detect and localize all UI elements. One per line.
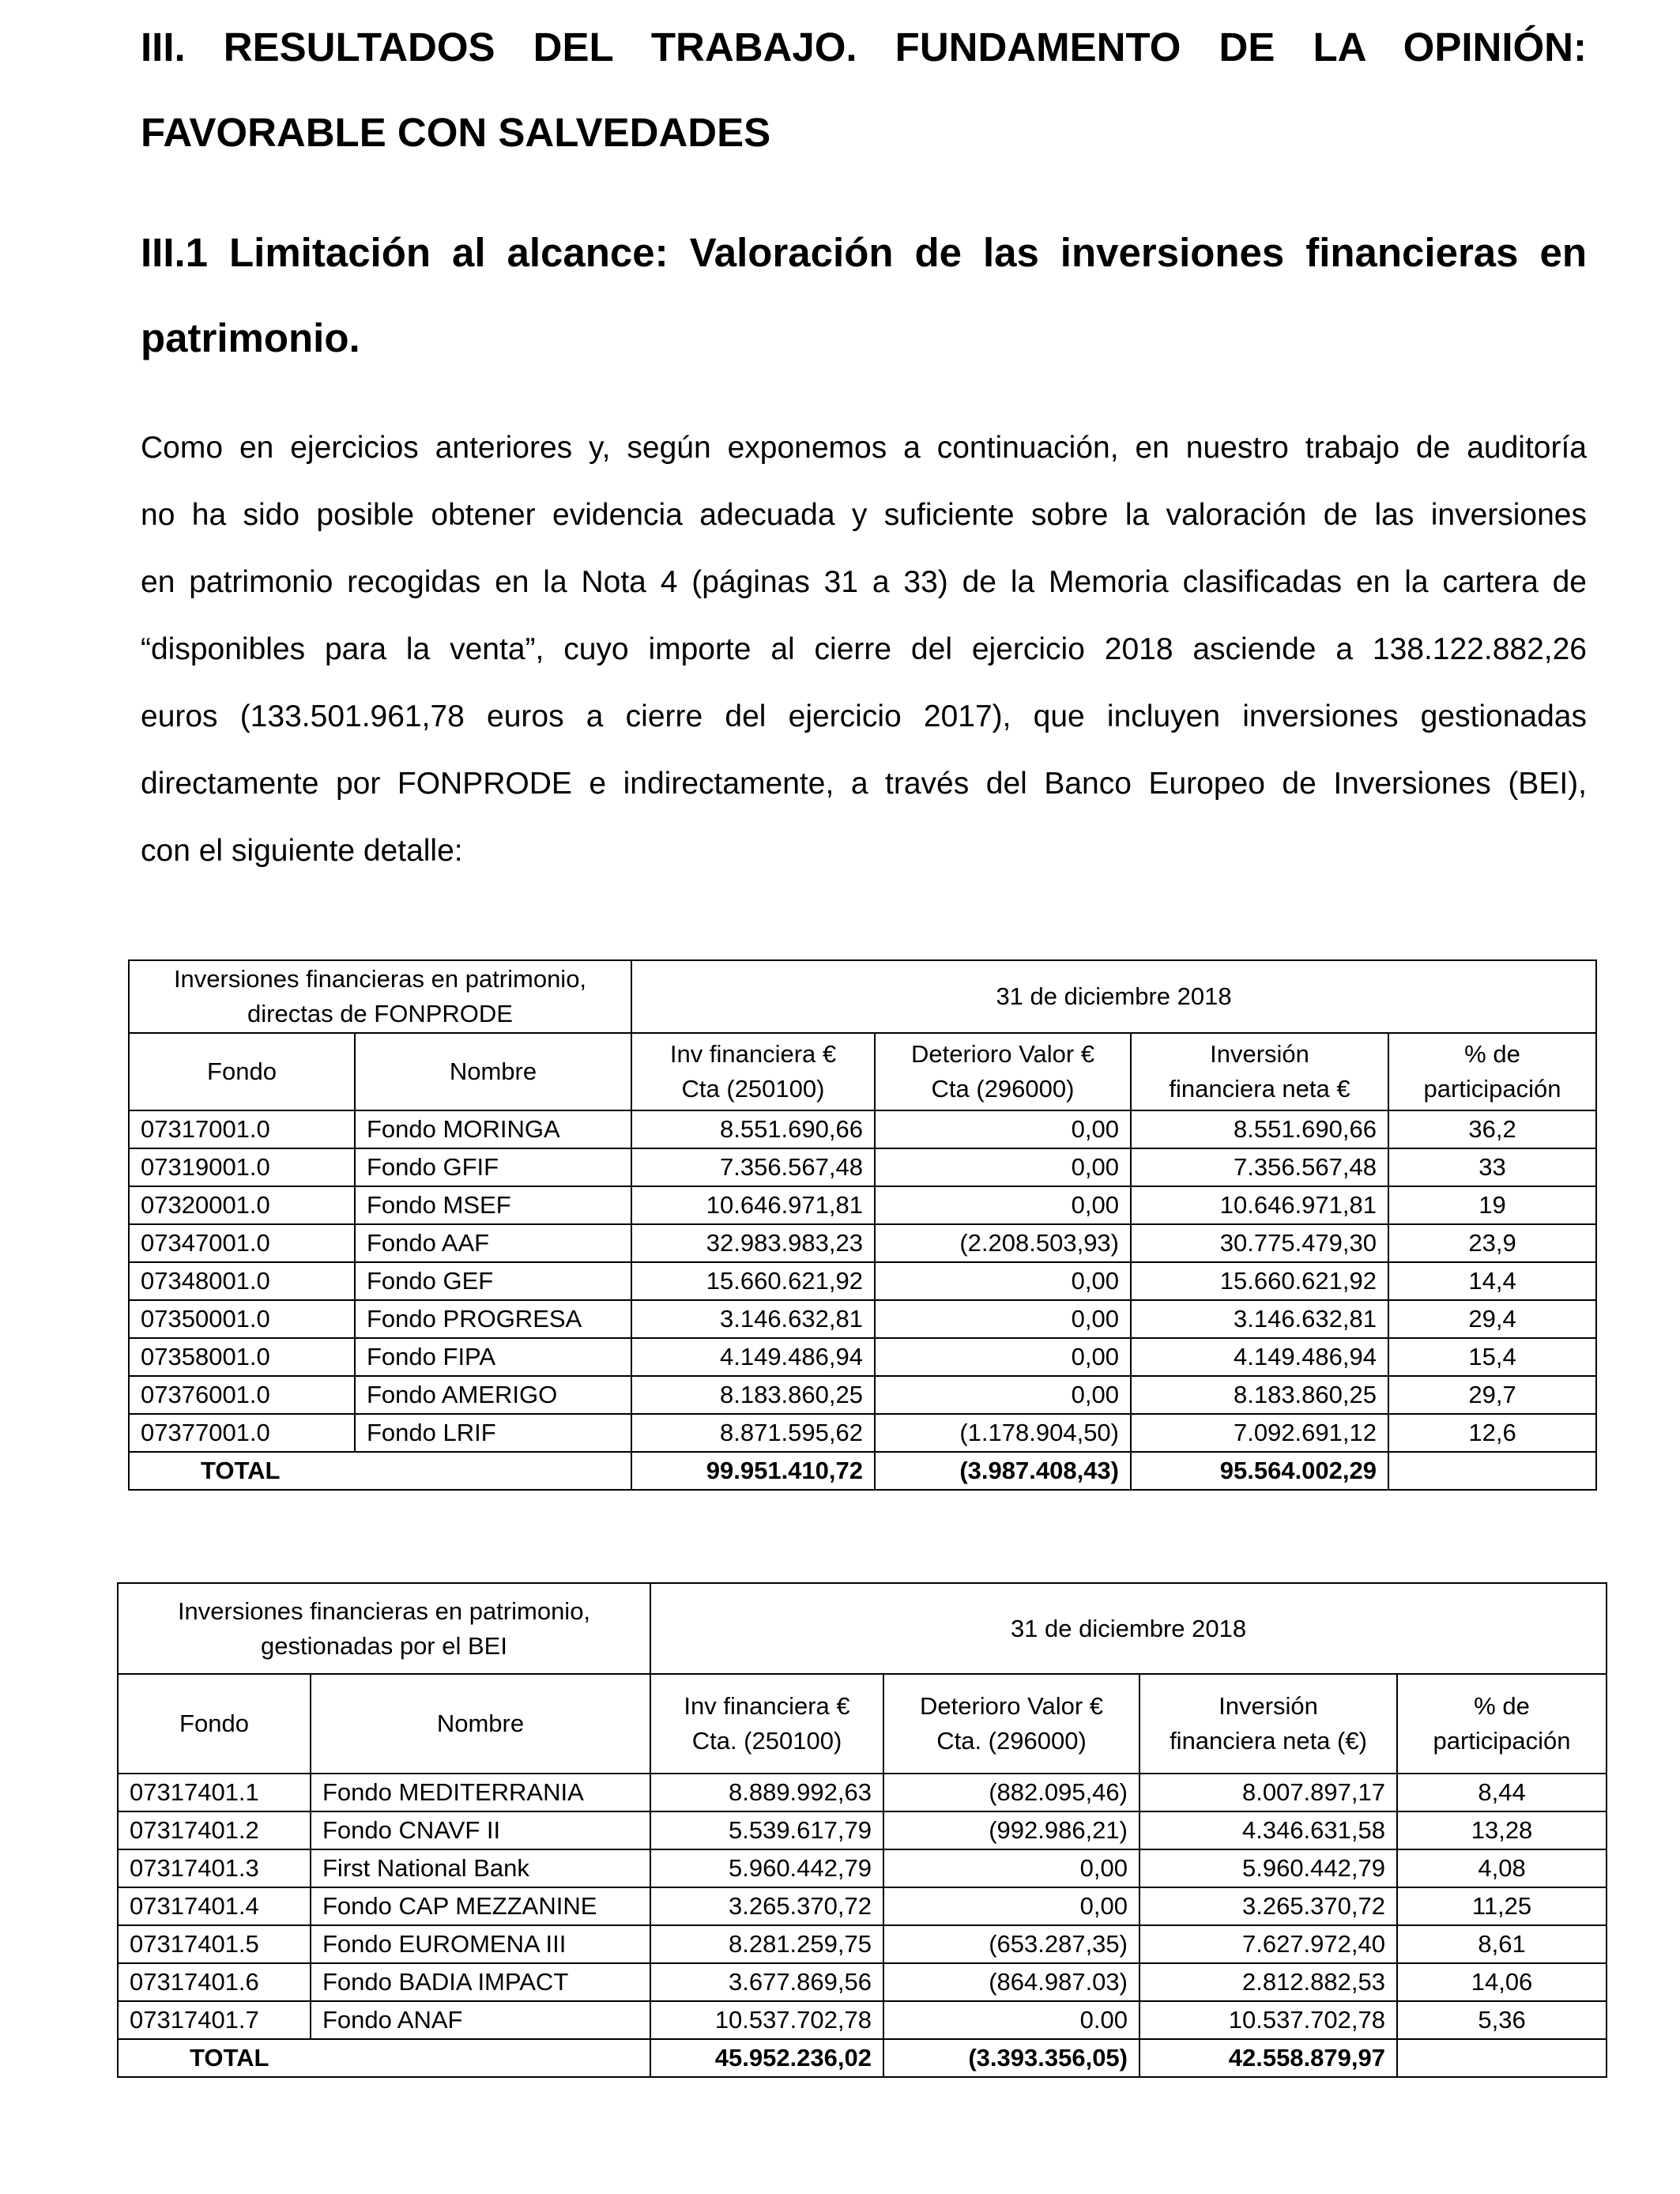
table-title-cell [118, 1583, 650, 1674]
section-heading: III. RESULTADOS DEL TRABAJO. FUNDAMENTO DE LA OPINIÓN: [141, 25, 1587, 70]
cell-deterioro: (882.095,46) [883, 1774, 1139, 1811]
cell-inv: 5.960.442,79 [650, 1849, 883, 1887]
paragraph-line: directamente por FONPRODE e indirectamente, a través del Banco Europeo de Inversiones (BEI), [141, 767, 1587, 801]
paragraph-line: en patrimonio recogidas en la Nota 4 (páginas 31 a 33) de la Memoria clasificadas en la cartera de [141, 565, 1587, 599]
header-line: participación [1433, 1727, 1571, 1755]
total-deterioro: (3.987.408,43) [875, 1452, 1131, 1490]
cell-deterioro: 0,00 [883, 1849, 1139, 1887]
cell-nombre: Fondo ANAF [311, 2001, 650, 2039]
cell-pct: 14,06 [1397, 1963, 1607, 2001]
header-line: Cta. (250100) [691, 1727, 842, 1755]
table-row [129, 1338, 1596, 1376]
cell-nombre: Fondo GEF [355, 1262, 631, 1300]
header-line: Deterioro Valor € [919, 1692, 1104, 1720]
cell-neta: 5.960.442,79 [1139, 1849, 1397, 1887]
table-row [129, 1224, 1596, 1262]
table-title-line: gestionadas por el BEI [261, 1631, 507, 1660]
cell-deterioro: 0,00 [875, 1148, 1131, 1186]
total-pct-empty [1388, 1452, 1596, 1490]
total-neta: 95.564.002,29 [1131, 1452, 1388, 1490]
column-header-fondo: Fondo [118, 1674, 311, 1774]
cell-neta: 2.812.882,53 [1139, 1963, 1397, 2001]
table-row [129, 1376, 1596, 1414]
header-line: financiera neta (€) [1170, 1727, 1367, 1755]
cell-inv: 8.281.259,75 [650, 1925, 883, 1963]
cell-fondo: 07348001.0 [129, 1262, 355, 1300]
paragraph-line: euros (133.501.961,78 euros a cierre del ejercicio 2017), que incluyen inversiones gestionadas [141, 699, 1587, 733]
cell-nombre: Fondo BADIA IMPACT [311, 1963, 650, 2001]
cell-nombre: Fondo PROGRESA [355, 1300, 631, 1338]
table-title-line: Inversiones financieras en patrimonio, [173, 965, 587, 993]
header-line: Inv financiera € [684, 1692, 850, 1720]
cell-deterioro: (864.987.03) [883, 1963, 1139, 2001]
total-inv: 45.952.236,02 [650, 2039, 883, 2077]
cell-neta: 7.627.972,40 [1139, 1925, 1397, 1963]
cell-fondo: 07376001.0 [129, 1376, 355, 1414]
cell-fondo: 07317001.0 [129, 1110, 355, 1148]
cell-neta: 8.183.860,25 [1131, 1376, 1388, 1414]
table-row [129, 1414, 1596, 1452]
table-column-header-row [129, 1033, 1596, 1110]
paragraph-line: no ha sido posible obtener evidencia adecuada y suficiente sobre la valoración de las inversiones [141, 498, 1587, 532]
table-bei-investments [117, 1582, 1607, 2078]
header-line: Cta (250100) [681, 1075, 825, 1103]
paragraph-line: “disponibles para la venta”, cuyo importe al cierre del ejercicio 2018 asciende a 138.122.882,26 [141, 632, 1587, 666]
cell-inv: 10.537.702,78 [650, 2001, 883, 2039]
table-row [118, 2001, 1607, 2039]
cell-nombre: Fondo LRIF [355, 1414, 631, 1452]
cell-inv: 8.871.595,62 [631, 1414, 875, 1452]
cell-nombre: Fondo MEDITERRANIA [311, 1774, 650, 1811]
table-row [118, 1849, 1607, 1887]
table-date-header: 31 de diciembre 2018 [650, 1583, 1607, 1674]
cell-pct: 15,4 [1388, 1338, 1596, 1376]
cell-nombre: Fondo AAF [355, 1224, 631, 1262]
cell-pct: 29,4 [1388, 1300, 1596, 1338]
cell-fondo: 07317401.6 [118, 1963, 311, 2001]
cell-nombre: Fondo MSEF [355, 1186, 631, 1224]
cell-pct: 14,4 [1388, 1262, 1596, 1300]
total-label: TOTAL [129, 1452, 631, 1490]
cell-fondo: 07377001.0 [129, 1414, 355, 1452]
cell-neta: 10.646.971,81 [1131, 1186, 1388, 1224]
cell-deterioro: 0,00 [875, 1338, 1131, 1376]
header-line: Cta. (296000) [936, 1727, 1087, 1755]
cell-deterioro: 0,00 [883, 1887, 1139, 1925]
cell-inv: 8.889.992,63 [650, 1774, 883, 1811]
cell-inv: 8.183.860,25 [631, 1376, 875, 1414]
header-line: Inversión [1210, 1040, 1309, 1068]
cell-inv: 32.983.983,23 [631, 1224, 875, 1262]
column-header-nombre: Nombre [355, 1033, 631, 1110]
cell-fondo: 07319001.0 [129, 1148, 355, 1186]
table-title-line: Inversiones financieras en patrimonio, [177, 1596, 591, 1625]
cell-deterioro: 0.00 [883, 2001, 1139, 2039]
table-title-row [129, 960, 1596, 1033]
cell-deterioro: 0,00 [875, 1376, 1131, 1414]
cell-neta: 7.356.567,48 [1131, 1148, 1388, 1186]
cell-pct: 8,61 [1397, 1925, 1607, 1963]
cell-deterioro: 0,00 [875, 1262, 1131, 1300]
cell-neta: 3.146.632,81 [1131, 1300, 1388, 1338]
paragraph-line: con el siguiente detalle: [141, 834, 463, 868]
column-header-neta [1131, 1033, 1388, 1110]
cell-pct: 19 [1388, 1186, 1596, 1224]
cell-fondo: 07317401.4 [118, 1887, 311, 1925]
body-paragraph [141, 414, 1587, 884]
cell-nombre: First National Bank [311, 1849, 650, 1887]
cell-neta: 8.007.897,17 [1139, 1774, 1397, 1811]
cell-deterioro: (653.287,35) [883, 1925, 1139, 1963]
table-title-row [118, 1583, 1607, 1674]
subsection-heading-line2: patrimonio. [141, 315, 360, 360]
column-header-neta [1139, 1674, 1397, 1774]
header-line: Inv financiera € [669, 1040, 837, 1068]
cell-fondo: 07350001.0 [129, 1300, 355, 1338]
cell-nombre: Fondo EUROMENA III [311, 1925, 650, 1963]
table-direct-investments [128, 959, 1597, 1491]
paragraph-line: Como en ejercicios anteriores y, según exponemos a continuación, en nuestro trabajo de auditoría [141, 431, 1587, 465]
cell-nombre: Fondo AMERIGO [355, 1376, 631, 1414]
table-title-cell [129, 960, 631, 1033]
cell-nombre: Fondo CNAVF II [311, 1811, 650, 1849]
cell-fondo: 07317401.1 [118, 1774, 311, 1811]
total-deterioro: (3.393.356,05) [883, 2039, 1139, 2077]
table-row [129, 1186, 1596, 1224]
cell-inv: 3.677.869,56 [650, 1963, 883, 2001]
table-row [118, 1925, 1607, 1963]
table-row [129, 1110, 1596, 1148]
table-total-row [118, 2039, 1607, 2077]
column-header-inv [631, 1033, 875, 1110]
cell-inv: 4.149.486,94 [631, 1338, 875, 1376]
table-row [118, 1774, 1607, 1811]
cell-neta: 4.149.486,94 [1131, 1338, 1388, 1376]
cell-fondo: 07317401.7 [118, 2001, 311, 2039]
table-row [118, 1963, 1607, 2001]
header-line: Inversión [1219, 1692, 1318, 1720]
cell-pct: 33 [1388, 1148, 1596, 1186]
subsection-heading: III.1 Limitación al alcance: Valoración de las inversiones financieras en [141, 230, 1587, 275]
column-header-pct [1388, 1033, 1596, 1110]
column-header-fondo: Fondo [129, 1033, 355, 1110]
cell-pct: 23,9 [1388, 1224, 1596, 1262]
cell-nombre: Fondo GFIF [355, 1148, 631, 1186]
cell-neta: 10.537.702,78 [1139, 2001, 1397, 2039]
column-header-nombre: Nombre [311, 1674, 650, 1774]
table-row [129, 1148, 1596, 1186]
cell-pct: 13,28 [1397, 1811, 1607, 1849]
cell-neta: 4.346.631,58 [1139, 1811, 1397, 1849]
cell-deterioro: 0,00 [875, 1300, 1131, 1338]
cell-pct: 29,7 [1388, 1376, 1596, 1414]
table-total-row [129, 1452, 1596, 1490]
total-neta: 42.558.879,97 [1139, 2039, 1397, 2077]
cell-inv: 10.646.971,81 [631, 1186, 875, 1224]
cell-neta: 30.775.479,30 [1131, 1224, 1388, 1262]
column-header-pct [1397, 1674, 1607, 1774]
table-title-line: directas de FONPRODE [247, 1000, 513, 1027]
cell-pct: 4,08 [1397, 1849, 1607, 1887]
cell-fondo: 07347001.0 [129, 1224, 355, 1262]
cell-nombre: Fondo CAP MEZZANINE [311, 1887, 650, 1925]
cell-fondo: 07320001.0 [129, 1186, 355, 1224]
header-line: % de [1474, 1692, 1530, 1720]
cell-pct: 12,6 [1388, 1414, 1596, 1452]
cell-pct: 11,25 [1397, 1887, 1607, 1925]
cell-deterioro: (1.178.904,50) [875, 1414, 1131, 1452]
table-row [129, 1300, 1596, 1338]
cell-pct: 36,2 [1388, 1110, 1596, 1148]
cell-inv: 7.356.567,48 [631, 1148, 875, 1186]
total-pct-empty [1397, 2039, 1607, 2077]
table-row [129, 1262, 1596, 1300]
cell-inv: 3.265.370,72 [650, 1887, 883, 1925]
total-label: TOTAL [118, 2039, 650, 2077]
cell-neta: 15.660.621,92 [1131, 1262, 1388, 1300]
header-line: % de [1464, 1040, 1520, 1068]
cell-neta: 3.265.370,72 [1139, 1887, 1397, 1925]
header-line: Cta (296000) [931, 1075, 1075, 1103]
cell-nombre: Fondo FIPA [355, 1338, 631, 1376]
cell-pct: 5,36 [1397, 2001, 1607, 2039]
cell-fondo: 07358001.0 [129, 1338, 355, 1376]
cell-fondo: 07317401.5 [118, 1925, 311, 1963]
table-row [118, 1887, 1607, 1925]
column-header-deterioro [875, 1033, 1131, 1110]
cell-pct: 8,44 [1397, 1774, 1607, 1811]
column-header-deterioro [883, 1674, 1139, 1774]
cell-deterioro: (2.208.503,93) [875, 1224, 1131, 1262]
cell-deterioro: 0,00 [875, 1186, 1131, 1224]
total-inv: 99.951.410,72 [631, 1452, 875, 1490]
cell-inv: 5.539.617,79 [650, 1811, 883, 1849]
header-line: financiera neta € [1169, 1075, 1350, 1103]
cell-inv: 8.551.690,66 [631, 1110, 875, 1148]
cell-deterioro: (992.986,21) [883, 1811, 1139, 1849]
cell-nombre: Fondo MORINGA [355, 1110, 631, 1148]
cell-neta: 7.092.691,12 [1131, 1414, 1388, 1452]
section-heading-line2: FAVORABLE CON SALVEDADES [141, 110, 771, 155]
column-header-inv [650, 1674, 883, 1774]
header-line: Deterioro Valor € [910, 1040, 1095, 1068]
cell-deterioro: 0,00 [875, 1110, 1131, 1148]
table-date-header: 31 de diciembre 2018 [631, 960, 1596, 1033]
cell-inv: 3.146.632,81 [631, 1300, 875, 1338]
cell-fondo: 07317401.3 [118, 1849, 311, 1887]
table-row [118, 1811, 1607, 1849]
header-line: participación [1423, 1075, 1561, 1103]
table-column-header-row [118, 1674, 1607, 1774]
cell-inv: 15.660.621,92 [631, 1262, 875, 1300]
cell-fondo: 07317401.2 [118, 1811, 311, 1849]
cell-neta: 8.551.690,66 [1131, 1110, 1388, 1148]
